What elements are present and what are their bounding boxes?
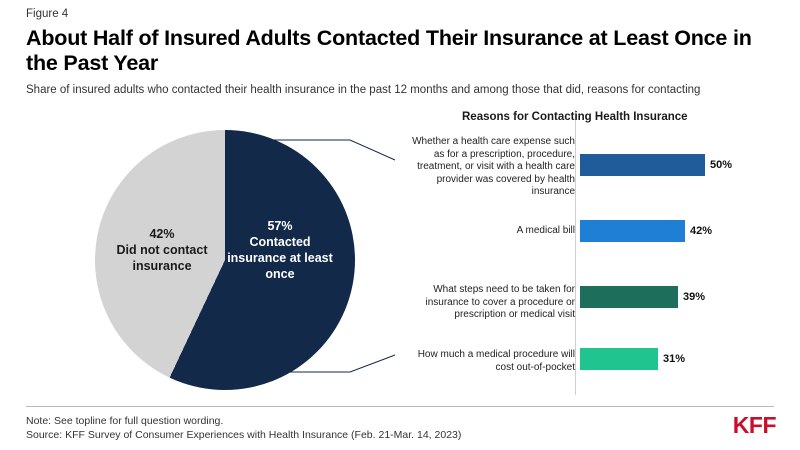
pie-label-not-contacted-value: 42% [149,227,175,241]
pie-label-not-contacted [107,226,217,274]
bar-value-label: 50% [710,159,733,171]
bar-value-label: 39% [683,291,706,303]
bar-category-label: Whether a health care expense such as for a prescription, procedure, treatment, or visit with a health care provider was covered by health insurance [412,136,575,197]
bar-fill [580,154,705,176]
bar-fill [580,220,685,242]
figure-label: Figure 4 [26,8,69,20]
bar-category-label: How much a medical procedure will cost out-of-pocket [417,349,575,373]
bar-category-label: A medical bill [516,225,575,236]
bar-track [580,220,685,242]
footer-divider [26,406,774,407]
pie-chart [95,130,355,390]
bar-track [580,348,658,370]
subtitle: Share of insured adults who contacted their health insurance in the past 12 months and among those that did, reasons for contacting [26,84,701,96]
bars-panel-title: Reasons for Contacting Health Insurance [462,111,688,123]
bar-chart [400,130,790,395]
pie-label-contacted-text: Contacted insurance at least once [227,235,333,281]
bar-track [580,286,678,308]
page-title: About Half of Insured Adults Contacted Their Insurance at Least Once in the Past Year [26,26,752,75]
note-text: Note: See topline for full question wording. [26,415,224,427]
bar-category-label: What steps need to be taken for insurance to cover a procedure or prescription or medical visit [425,284,575,320]
pie-label-not-contacted-text: Did not contact insurance [116,243,208,273]
source-text: Source: KFF Survey of Consumer Experiences with Health Insurance (Feb. 21-Mar. 14, 2023) [26,429,462,441]
pie-label-contacted [225,218,335,282]
bar-fill [580,286,678,308]
kff-logo: KFF [732,412,776,438]
bar-value-label: 31% [663,353,686,365]
bar-fill [580,348,658,370]
bar-track [580,154,705,176]
pie-label-contacted-value: 57% [267,219,293,233]
bar-value-label: 42% [690,225,713,237]
